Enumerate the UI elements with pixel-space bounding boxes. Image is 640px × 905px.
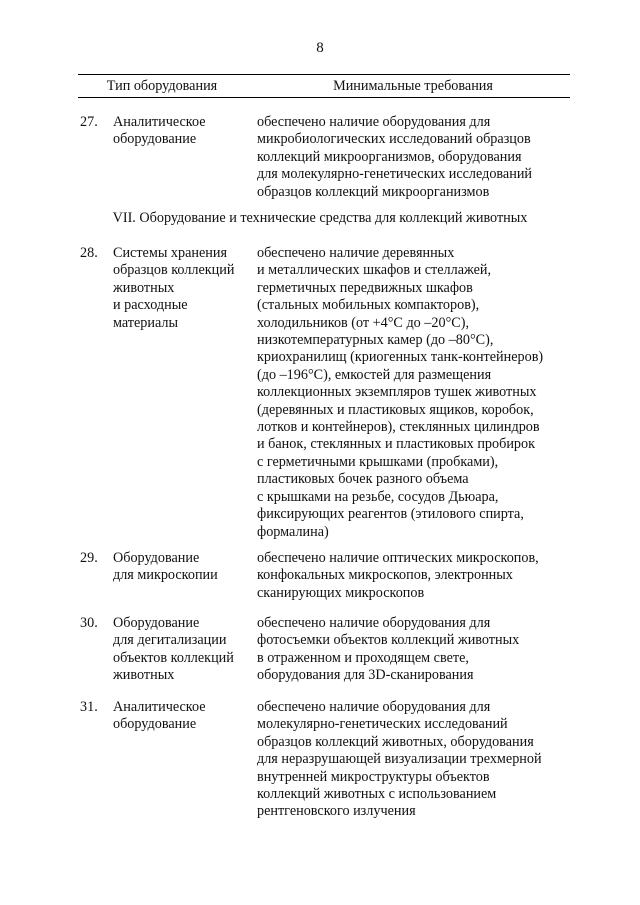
equipment-type-line: животных [113, 279, 175, 296]
requirement-line: микробиологических исследований образцов [257, 131, 531, 148]
requirement-line: низкотемпературных камер (до –80°С), [257, 332, 494, 349]
equipment-type-line: Системы хранения [113, 245, 227, 261]
header-min-requirements: Минимальные требования [333, 78, 493, 94]
equipment-type-cell [113, 550, 253, 585]
requirement-line: обеспечено наличие оборудования для [257, 699, 491, 715]
requirement-cell [257, 550, 570, 602]
requirement-line: обеспечено наличие оборудования для [257, 615, 491, 631]
requirement-line: коллекционных экземпляров тушек животных [257, 384, 537, 401]
requirement-line: с герметичными крышками (пробками), [257, 453, 499, 470]
equipment-type-line: для микроскопии [113, 567, 218, 584]
row-number: 29. [80, 550, 98, 566]
requirement-line: и банок, стеклянных и пластиковых пробирок [257, 436, 535, 453]
equipment-type-cell [113, 615, 253, 685]
equipment-type-cell [113, 699, 253, 734]
row-number: 31. [80, 699, 98, 715]
equipment-type-line: Оборудование [113, 615, 200, 631]
requirement-line: обеспечено наличие оборудования для [257, 114, 491, 130]
requirement-line: коллекций животных с использованием [257, 786, 497, 803]
requirement-line: сканирующих микроскопов [257, 584, 425, 601]
row-number: 30. [80, 615, 98, 631]
equipment-type-line: материалы [113, 314, 179, 331]
requirement-line: оборудования для 3D-сканирования [257, 667, 474, 684]
equipment-type-cell [113, 245, 253, 332]
requirement-line: и металлических шкафов и стеллажей, [257, 262, 492, 279]
equipment-type-line: животных [113, 667, 175, 684]
requirement-line: с крышками на резьбе, сосудов Дьюара, [257, 488, 499, 505]
requirement-line: формалина) [257, 523, 329, 540]
requirement-line: для неразрушающей визуализации трехмерной [257, 751, 542, 768]
section-title: VII. Оборудование и технические средства для коллекций животных [112, 210, 528, 226]
header-equipment-type: Тип оборудования [106, 78, 218, 94]
row-number: 28. [80, 245, 98, 261]
equipment-type-line: Аналитическое [113, 114, 206, 130]
row-number: 27. [80, 114, 98, 130]
requirement-line: образцов коллекций животных, оборудования [257, 733, 534, 750]
requirement-line: коллекций микроорганизмов, оборудования [257, 148, 522, 165]
requirement-line: рентгеновского излучения [257, 803, 416, 820]
requirement-line: обеспечено наличие деревянных [257, 245, 455, 261]
requirement-cell [257, 699, 570, 821]
requirement-line: внутренней микроструктуры объектов [257, 768, 490, 785]
requirement-line: молекулярно-генетических исследований [257, 716, 508, 733]
page-number: 8 [316, 40, 324, 56]
requirement-line: герметичных передвижных шкафов [257, 279, 473, 296]
requirement-line: криохранилищ (криогенных танк-контейнеров) [257, 349, 544, 366]
requirement-line: в отраженном и проходящем свете, [257, 649, 469, 666]
requirement-line: конфокальных микроскопов, электронных [257, 567, 513, 584]
requirement-line: образцов коллекций микроорганизмов [257, 183, 490, 200]
requirement-line: пластиковых бочек разного объема [257, 471, 469, 488]
equipment-type-cell [113, 114, 253, 149]
requirement-cell [257, 615, 570, 685]
equipment-type-line: Аналитическое [113, 699, 206, 715]
requirement-line: для молекулярно-генетических исследований [257, 166, 532, 183]
requirement-line: (до –196°С), емкостей для размещения [257, 366, 492, 383]
requirement-line: (стальных мобильных компакторов), [257, 297, 480, 314]
equipment-type-line: Оборудование [113, 550, 200, 566]
requirement-line: фотосъемки объектов коллекций животных [257, 632, 520, 649]
requirement-cell [257, 245, 570, 541]
equipment-type-line: объектов коллекций [113, 649, 234, 666]
requirement-line: фиксирующих реагентов (этилового спирта, [257, 506, 524, 523]
equipment-type-line: и расходные [113, 297, 188, 314]
requirement-line: (деревянных и пластиковых ящиков, коробок, [257, 401, 534, 418]
requirement-line: лотков и контейнеров), стеклянных цилиндров [257, 419, 540, 436]
equipment-type-line: для дегитализации [113, 632, 227, 649]
equipment-type-line: оборудование [113, 131, 197, 148]
equipment-type-line: оборудование [113, 716, 197, 733]
requirement-cell [257, 114, 570, 201]
requirement-line: холодильников (от +4°С до –20°С), [257, 314, 469, 331]
equipment-type-line: образцов коллекций [113, 262, 235, 279]
requirement-line: обеспечено наличие оптических микроскопов, [257, 550, 539, 566]
table-header [78, 74, 570, 98]
